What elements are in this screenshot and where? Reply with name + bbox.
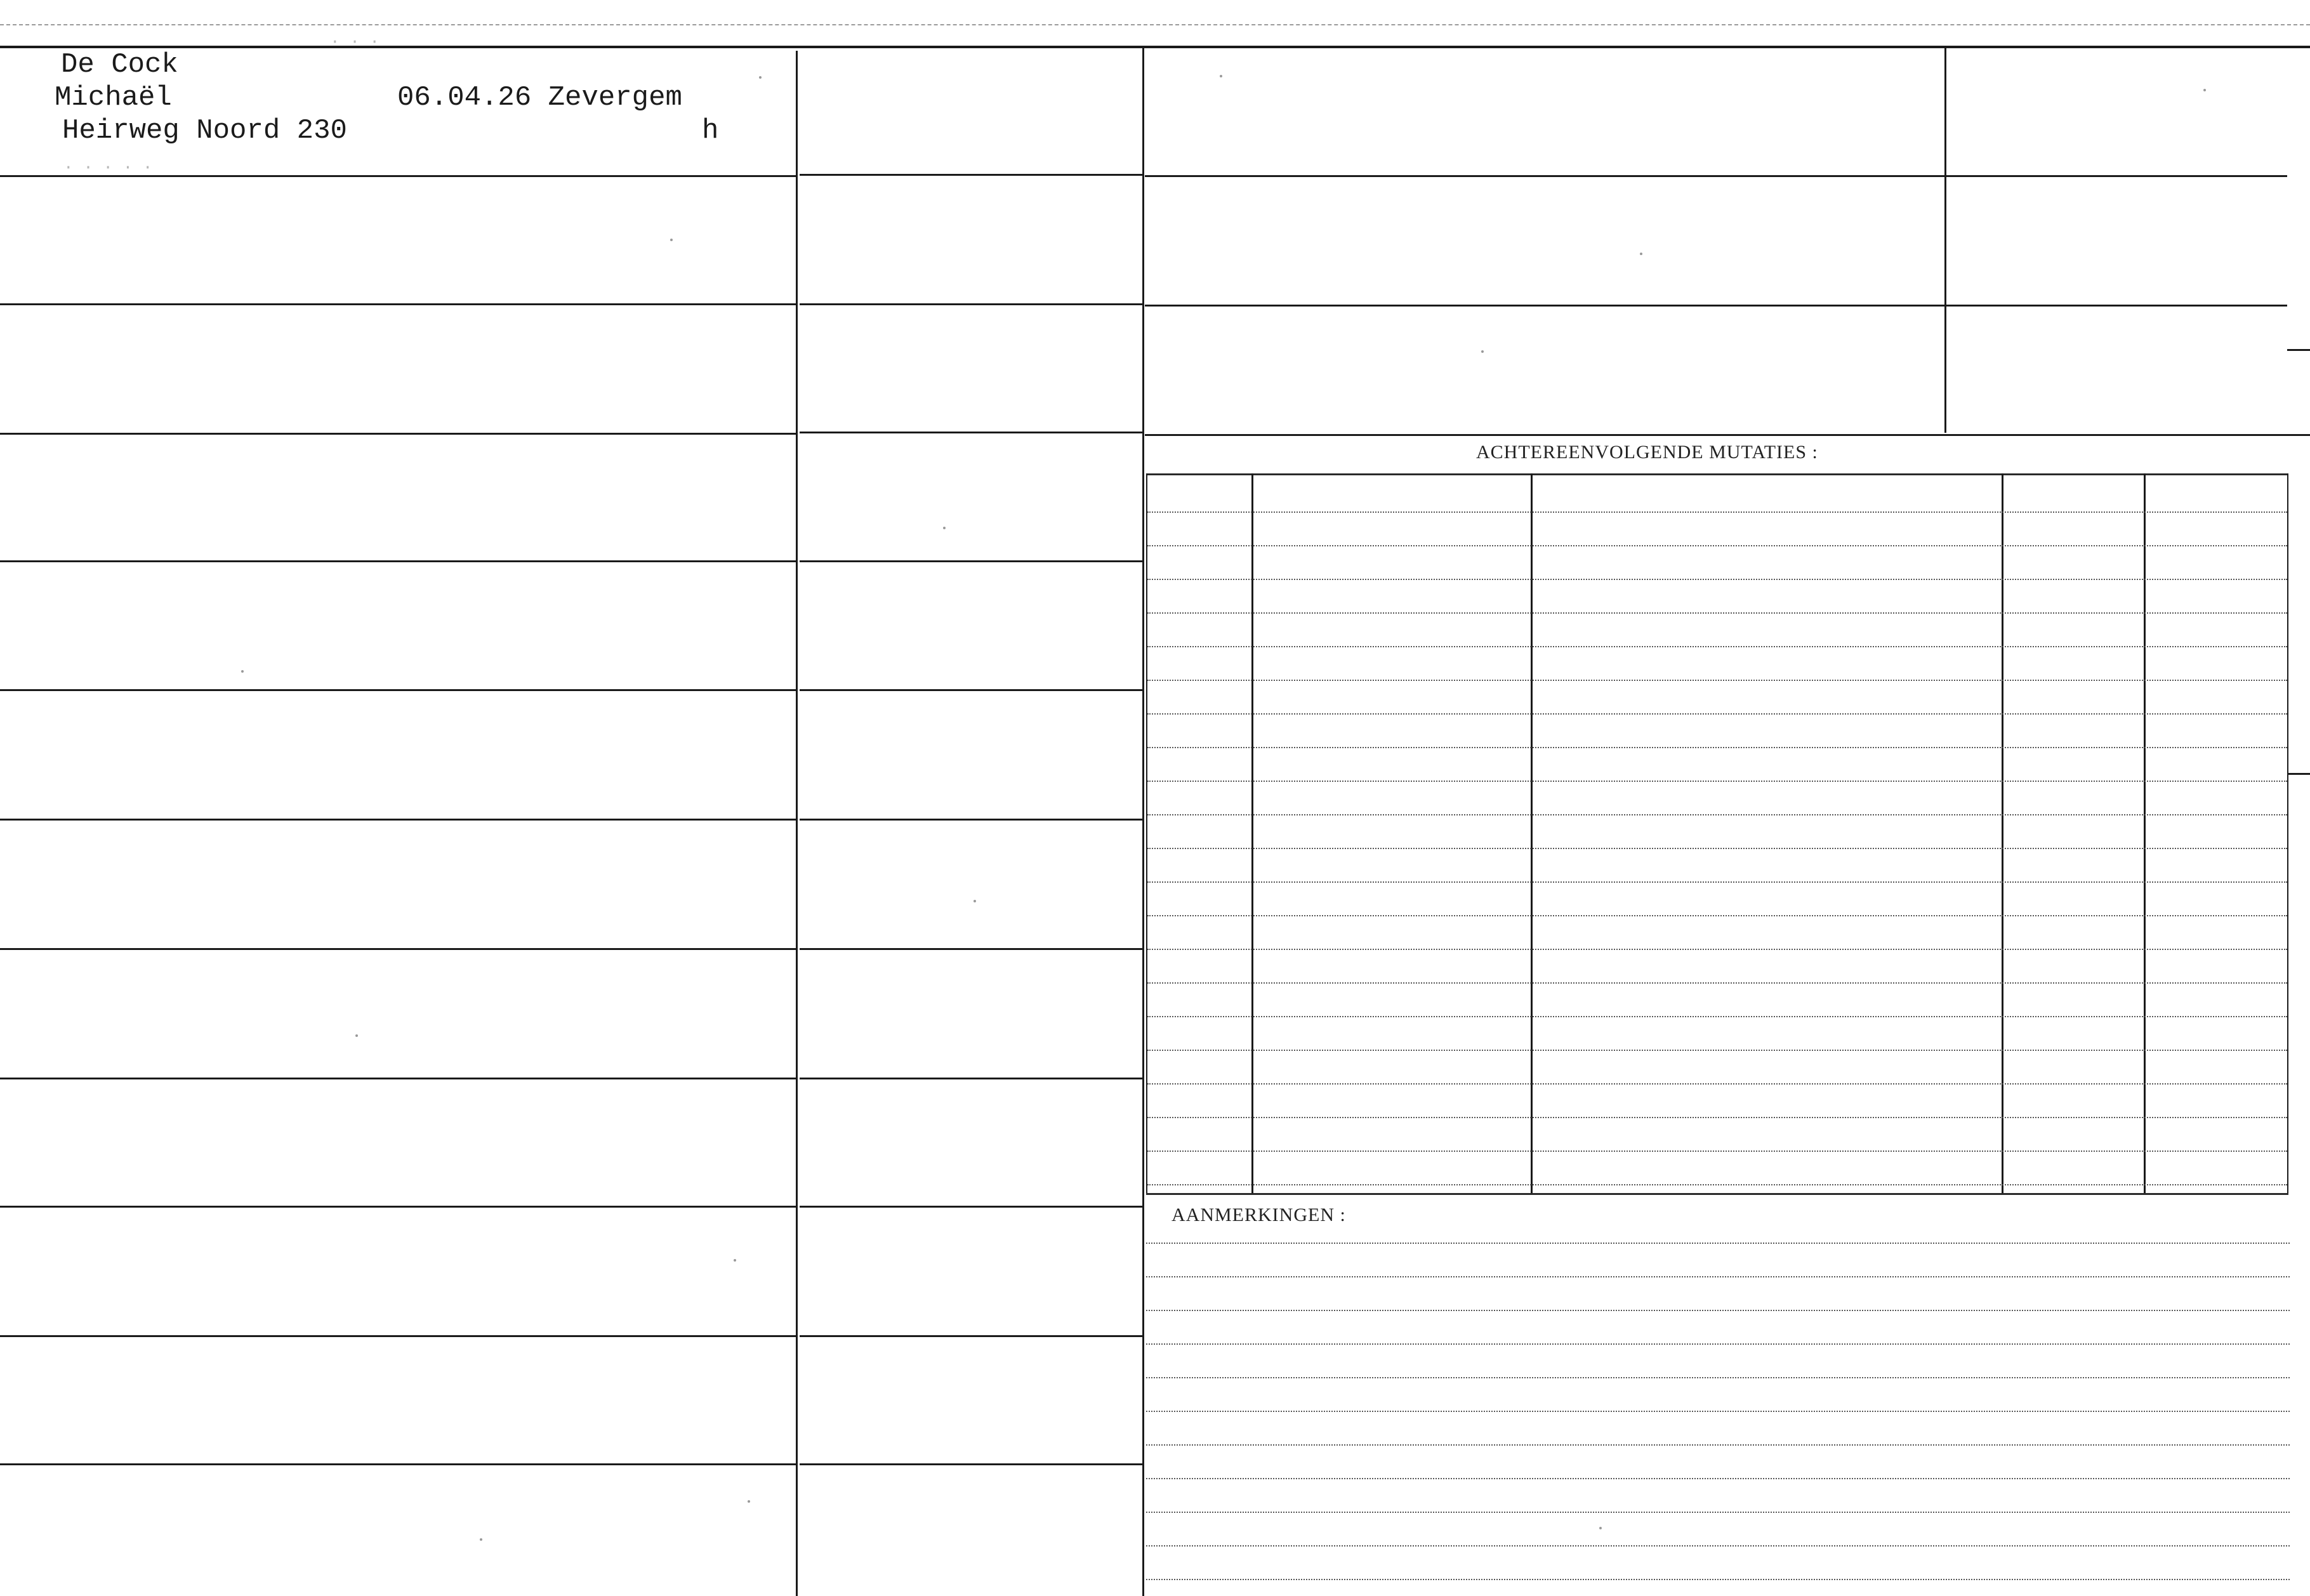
- typed-sex: h: [702, 115, 719, 147]
- aanmerkingen-rule: [1146, 1478, 2290, 1479]
- divider-right-top: [1944, 48, 1946, 433]
- mutaties-rule: [1147, 881, 2287, 883]
- mutaties-rule: [1147, 511, 2287, 513]
- faint-cut-line: · · · · ·: [63, 158, 153, 177]
- aanmerkingen-rule: [1146, 1579, 2290, 1580]
- mutaties-rule: [1147, 713, 2287, 715]
- mutaties-rule: [1147, 949, 2287, 950]
- scan-speck: [2203, 89, 2206, 91]
- divider-middle: [1142, 48, 1144, 1596]
- aanmerkingen-rule: [1146, 1545, 2290, 1547]
- scan-speck: [759, 76, 762, 79]
- aanmerkingen-rule: [1146, 1411, 2290, 1412]
- typed-firstname: Michaël: [55, 82, 172, 114]
- mutaties-rule: [1147, 781, 2287, 782]
- scan-speck: [1481, 350, 1484, 353]
- aanmerkingen-rule: [1146, 1243, 2290, 1244]
- mutaties-rule: [1147, 915, 2287, 916]
- aanmerkingen-rule: [1146, 1377, 2290, 1378]
- scan-speck: [974, 900, 976, 902]
- mutaties-rule: [1147, 1083, 2287, 1085]
- mutaties-rule: [1147, 1117, 2287, 1118]
- mutaties-rule: [1147, 747, 2287, 748]
- typed-birth: 06.04.26 Zevergem: [397, 82, 682, 114]
- mutaties-rule: [1147, 646, 2287, 647]
- mutaties-rule: [1147, 814, 2287, 815]
- mutaties-rule: [1147, 1184, 2287, 1185]
- divider-left: [796, 51, 798, 1596]
- scan-speck: [241, 670, 244, 673]
- mutaties-heading: ACHTEREENVOLGENDE MUTATIES :: [1476, 442, 1818, 463]
- scan-speck: [943, 527, 946, 529]
- mutaties-rule: [1147, 982, 2287, 984]
- scan-speck: [748, 1500, 750, 1503]
- aanmerkingen-heading: AANMERKINGEN :: [1172, 1204, 1346, 1225]
- mutaties-rule: [1147, 680, 2287, 681]
- aanmerkingen-rule: [1146, 1276, 2290, 1277]
- mutaties-rule: [1147, 545, 2287, 546]
- mutaties-rule: [1147, 1016, 2287, 1017]
- aanmerkingen-rule: [1146, 1444, 2290, 1446]
- typed-address: Heirweg Noord 230: [62, 115, 347, 147]
- aanmerkingen-rule: [1146, 1512, 2290, 1513]
- mutaties-rule: [1147, 579, 2287, 580]
- aanmerkingen-rule: [1146, 1343, 2290, 1345]
- mutaties-rule: [1147, 848, 2287, 849]
- edge-tick: [2287, 349, 2310, 351]
- scan-speck: [355, 1034, 358, 1037]
- faint-overprint: · · ·: [330, 32, 380, 51]
- edge-tick: [2287, 773, 2310, 775]
- scan-speck: [734, 1259, 736, 1262]
- mutaties-rule: [1147, 612, 2287, 614]
- scan-speck: [1640, 253, 1642, 255]
- scan-speck: [1599, 1527, 1602, 1529]
- aanmerkingen-rule: [1146, 1310, 2290, 1311]
- scan-speck: [670, 239, 673, 241]
- mutaties-rule: [1147, 1151, 2287, 1152]
- typed-surname: De Cock: [61, 49, 178, 81]
- mutaties-rule: [1147, 1050, 2287, 1051]
- scan-speck: [480, 1538, 482, 1541]
- scan-speck: [1220, 75, 1222, 77]
